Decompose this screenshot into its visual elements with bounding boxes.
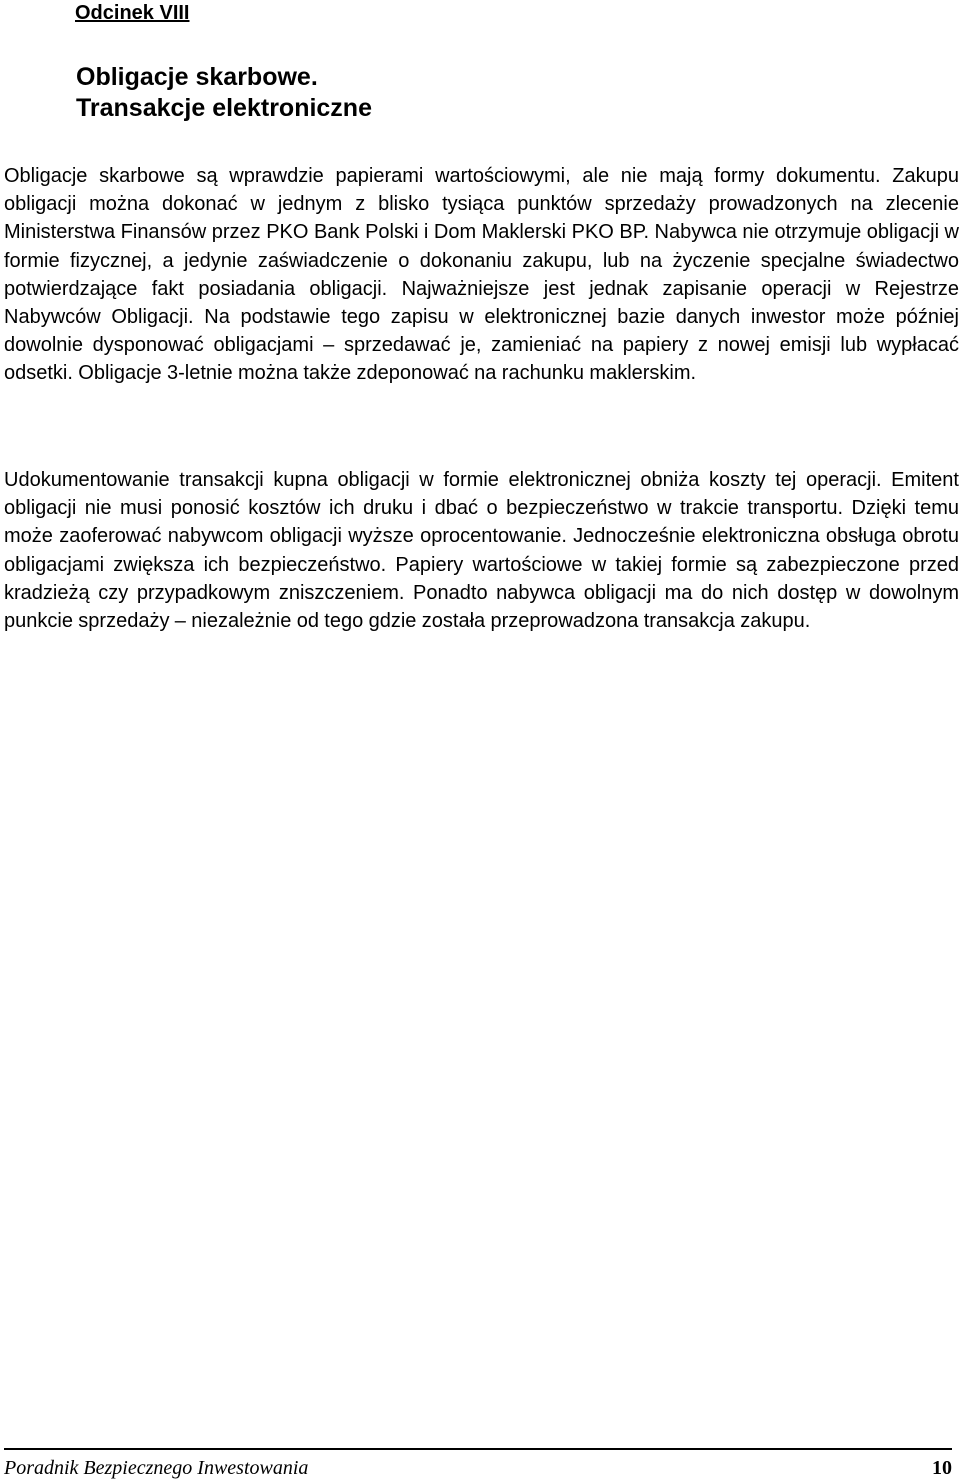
page-title-line-1: Obligacje skarbowe. xyxy=(76,63,318,91)
page-title xyxy=(76,62,372,124)
body-paragraph-1: Obligacje skarbowe są wprawdzie papierami wartościowymi, ale nie mają formy dokumentu. Zakupu obligacji można dokonać w jednym z blisko tysiąca punktów sprzedaży prowadzonych na zlecenie Ministerstwa Finansów przez PKO Bank Polski i Dom Maklerski PKO BP. Nabywca nie otrzymuje obligacji w formie fizycznej, a jedynie zaświadczenie o dokonaniu zakupu, lub na życzenie specjalne świadectwo potwierdzające fakt posiadania obligacji. Najważniejsze jest jednak zapisanie operacji w Rejestrze Nabywców Obligacji. Na podstawie tego zapisu w elektronicznej bazie danych inwestor może później dowolnie dysponować obligacjami – sprzedawać je, zamieniać na papiery z nowej emisji lub wypłacać odsetki. Obligacje 3-letnie można także zdeponować na rachunku maklerskim. xyxy=(4,165,959,385)
body-paragraph-2: Udokumentowanie transakcji kupna obligacji w formie elektronicznej obniża koszty tej operacji. Emitent obligacji nie musi ponosić kosztów ich druku i dbać o bezpieczeństwo w trakcie transportu. Dzięki temu może zaoferować nabywcom obligacji wyższe oprocentowanie. Jednocześnie elektroniczna obsługa obrotu obligacjami zwiększa ich bezpieczeństwo. Papiery wartościowe w takiej formie są zabezpieczone przed kradzieżą czy przypadkowym zniszczeniem. Ponadto nabywca obligacji ma do nich dostęp w dowolnym punkcie sprzedaży – niezależnie od tego gdzie została przeprowadzona transakcja zakupu. xyxy=(4,469,959,633)
page-footer xyxy=(4,1448,952,1481)
episode-heading: Odcinek VIII xyxy=(75,2,190,24)
page-title-line-2: Transakcje elektroniczne xyxy=(76,94,372,122)
footer-publication-title: Poradnik Bezpiecznego Inwestowania xyxy=(4,1457,309,1479)
footer-page-number: 10 xyxy=(932,1457,952,1479)
